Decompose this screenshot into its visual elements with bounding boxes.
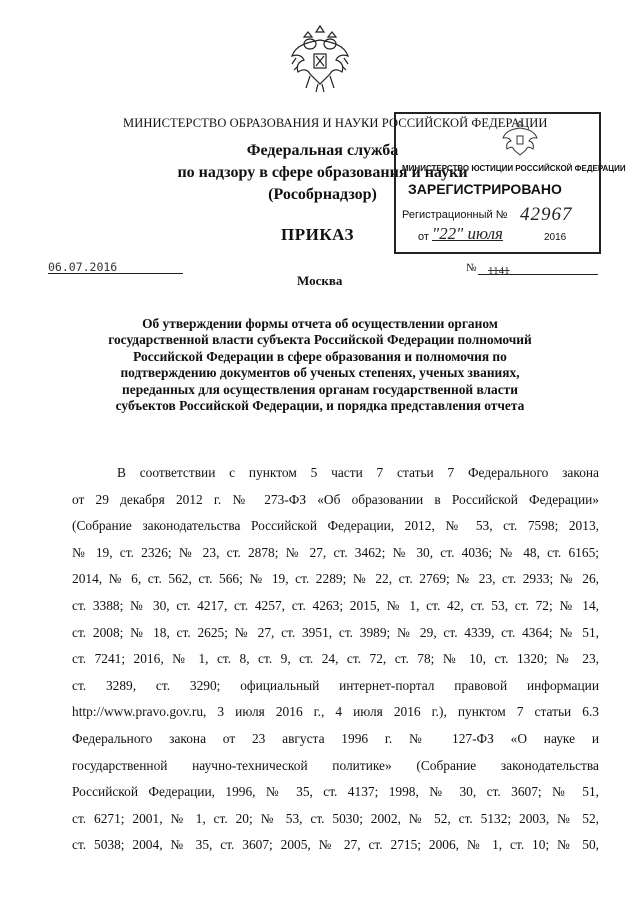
document-title	[95, 316, 545, 414]
title-line: переданных для осуществления органам государственной власти	[122, 381, 518, 397]
stamp-ministry: МИНИСТЕРСТВО ЮСТИЦИИ РОССИЙСКОЙ ФЕДЕРАЦИИ	[402, 164, 626, 173]
service-line: (Рособрнадзор)	[268, 186, 377, 203]
body-line: ст. 5038; 2004, № 35, ст. 3607; 2005, № 27, ст. 2715; 2006, № 1, ст. 10; № 50,	[72, 837, 599, 853]
body-line: В соответствии с пунктом 5 части 7 статьи 7 Федерального закона	[117, 465, 599, 480]
order-date: 06.07.2016	[48, 260, 118, 274]
document-type: ПРИКАЗ	[281, 225, 354, 244]
order-number-label: №	[466, 262, 477, 274]
order-number: 1141	[488, 265, 510, 277]
number-underline	[478, 274, 598, 275]
body-line: ст. 2008; № 18, ст. 2625; № 27, ст. 3951, ст. 3989; № 29, ст. 4339, ст. 4364; № 51,	[72, 624, 599, 640]
body-line: государственной научно-технической политике» (Собрание законодательства	[72, 757, 599, 773]
body-line: ст. 6271; 2001, № 1, ст. 20; № 53, ст. 5030; 2002, № 52, ст. 5132; 2003, № 52,	[72, 810, 599, 826]
stamp-date-from: от	[418, 231, 429, 243]
body-line: от 29 декабря 2012 г. № 273-ФЗ «Об образовании в Российской Федерации»	[72, 491, 599, 507]
title-line: Российской Федерации в сфере образования и полномочия по	[133, 348, 507, 364]
date-underline	[48, 273, 183, 274]
title-line: государственной власти субъекта Российской Федерации полномочий	[108, 332, 532, 348]
stamp-year: 2016	[544, 232, 567, 243]
coat-of-arms-emblem	[288, 22, 352, 96]
title-line: Об утверждении формы отчета об осуществлении органом	[142, 316, 498, 331]
body-line: http://www.pravo.gov.ru, 3 июля 2016 г., 4 июля 2016 г.), пунктом 7 статьи 6.3	[72, 704, 599, 720]
stamp-reg-number: 42967	[520, 204, 573, 225]
stamp-reg-number-label: Регистрационный №	[402, 209, 508, 221]
stamp-date-handwritten: "22" июля	[432, 224, 503, 243]
service-line: Федеральная служба	[246, 142, 399, 159]
service-line: по надзору в сфере образования и науки	[177, 164, 468, 181]
stamp-registered: ЗАРЕГИСТРИРОВАНО	[408, 181, 562, 197]
city: Москва	[297, 273, 343, 288]
body-line: Российской Федерации, 1996, № 35, ст. 4137; 1998, № 30, ст. 3607; № 51,	[72, 784, 599, 800]
body-line: ст. 7241; 2016, № 1, ст. 8, ст. 9, ст. 24, ст. 72, ст. 78; № 10, ст. 1320; № 23,	[72, 651, 599, 667]
stamp-emblem-icon	[500, 118, 540, 158]
title-line: субъектов Российской Федерации, и порядка представления отчета	[115, 398, 525, 414]
ministry-name: МИНИСТЕРСТВО ОБРАЗОВАНИЯ И НАУКИ РОССИЙСКОЙ ФЕДЕРАЦИИ	[123, 116, 548, 130]
body-line: 2014, № 6, ст. 562, ст. 566; № 19, ст. 2289; № 22, ст. 2769; № 23, ст. 2933; № 26,	[72, 571, 599, 587]
document-body	[72, 460, 599, 859]
body-line: ст. 3388; № 30, ст. 4217, ст. 4257, ст. 4263; 2015, № 1, ст. 42, ст. 53, ст. 72; № 14,	[72, 597, 599, 613]
registration-stamp	[394, 112, 626, 254]
body-line: ст. 3289, ст. 3290; официальный интернет-портал правовой информации	[72, 677, 599, 693]
title-line: подтверждению документов об ученых степенях, ученых званиях,	[120, 365, 520, 381]
body-line: Федерального закона от 23 августа 1996 г. № 127-ФЗ «О науке и	[72, 730, 599, 746]
body-line: (Собрание законодательства Российской Федерации, 2012, № 53, ст. 7598; 2013,	[72, 518, 599, 534]
body-line: № 19, ст. 2326; № 23, ст. 2878; № 27, ст. 3462; № 30, ст. 4036; № 48, ст. 6165;	[72, 544, 599, 560]
